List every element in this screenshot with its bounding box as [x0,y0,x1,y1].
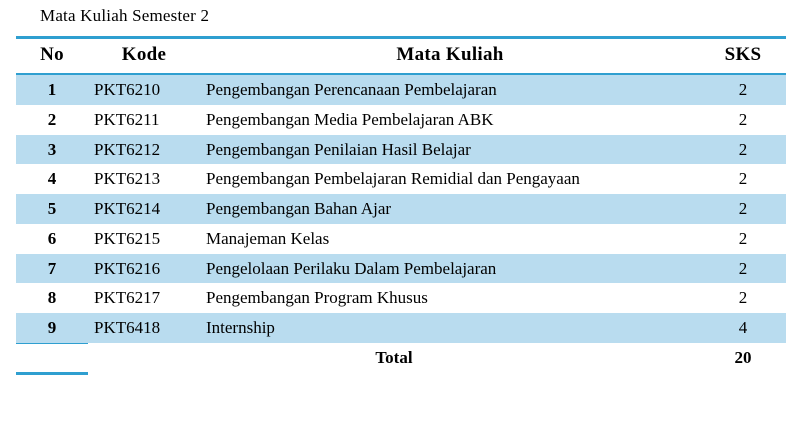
cell-no: 1 [16,74,88,105]
course-table-wrapper [16,36,786,375]
total-spacer [16,343,88,373]
cell-sks: 2 [700,283,786,313]
cell-no: 8 [16,283,88,313]
cell-kode: PKT6211 [88,105,200,135]
table-row [16,254,786,284]
cell-mata-kuliah: Internship [200,313,700,343]
cell-sks: 2 [700,254,786,284]
cell-kode: PKT6418 [88,313,200,343]
table-row [16,74,786,105]
cell-kode: PKT6215 [88,224,200,254]
total-value: 20 [700,343,786,373]
cell-sks: 2 [700,135,786,165]
cell-sks: 2 [700,74,786,105]
cell-sks: 2 [700,194,786,224]
total-label: Total [88,343,700,373]
cell-mata-kuliah: Manajeman Kelas [200,224,700,254]
table-row [16,164,786,194]
table-row [16,313,786,343]
column-header-kode: Kode [88,38,200,75]
cell-sks: 2 [700,164,786,194]
table-caption: Mata Kuliah Semester 2 [40,6,210,25]
cell-kode: PKT6216 [88,254,200,284]
cell-kode: PKT6214 [88,194,200,224]
cell-sks: 2 [700,224,786,254]
cell-sks: 2 [700,105,786,135]
cell-mata-kuliah: Pengelolaan Perilaku Dalam Pembelajaran [200,254,700,284]
table-body [16,74,786,373]
cell-no: 6 [16,224,88,254]
cell-kode: PKT6217 [88,283,200,313]
table-row [16,135,786,165]
table-header-row [16,38,786,75]
cell-no: 9 [16,313,88,343]
cell-mata-kuliah: Pengembangan Pembelajaran Remidial dan Pengayaan [200,164,700,194]
cell-no: 7 [16,254,88,284]
cell-no: 3 [16,135,88,165]
cell-kode: PKT6210 [88,74,200,105]
table-total-row [16,343,786,373]
column-header-mata-kuliah: Mata Kuliah [200,38,700,75]
table-row [16,105,786,135]
cell-no: 2 [16,105,88,135]
cell-no: 5 [16,194,88,224]
column-header-no: No [16,38,88,75]
cell-mata-kuliah: Pengembangan Program Khusus [200,283,700,313]
table-row [16,194,786,224]
cell-mata-kuliah: Pengembangan Bahan Ajar [200,194,700,224]
table-row [16,224,786,254]
table-head [16,38,786,75]
cell-sks: 4 [700,313,786,343]
cell-no: 4 [16,164,88,194]
column-header-sks: SKS [700,38,786,75]
cell-mata-kuliah: Pengembangan Penilaian Hasil Belajar [200,135,700,165]
table-row [16,283,786,313]
cell-kode: PKT6213 [88,164,200,194]
course-table [16,36,786,375]
cell-mata-kuliah: Pengembangan Perencanaan Pembelajaran [200,74,700,105]
cell-kode: PKT6212 [88,135,200,165]
cell-mata-kuliah: Pengembangan Media Pembelajaran ABK [200,105,700,135]
